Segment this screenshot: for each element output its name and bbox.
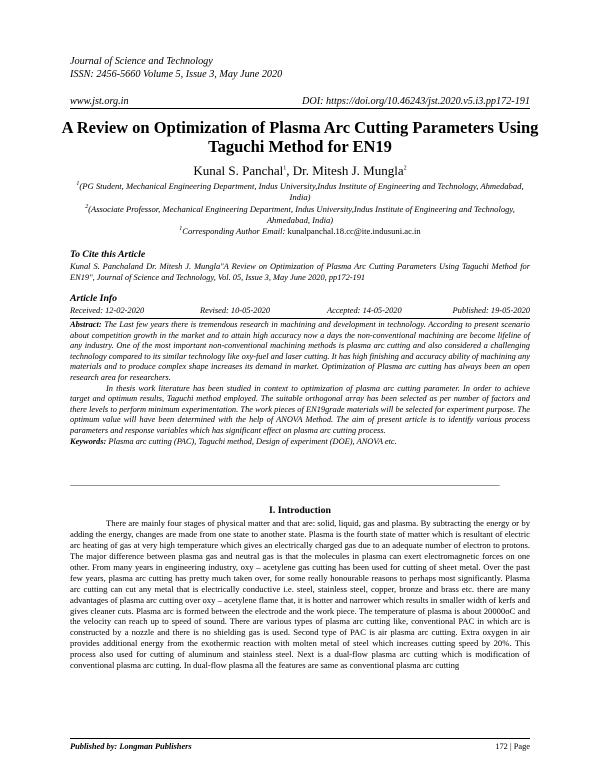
article-info-heading: Article Info xyxy=(70,293,118,304)
title-line-1: A Review on Optimization of Plasma Arc Cutting Parameters Using xyxy=(61,118,539,137)
received-date: Received: 12-02-2020 xyxy=(70,306,145,315)
footer-rule xyxy=(70,738,530,739)
abstract xyxy=(70,320,530,447)
section-divider: ____________________________________________________________________________________________________ xyxy=(70,477,500,487)
affiliation-1-text: (PG Student, Mechanical Engineering Department, Indus University,Indus Institute of Engineering and Technology, Ahmedabad, India) xyxy=(79,181,524,203)
keywords xyxy=(70,437,530,448)
paper-title xyxy=(40,118,560,156)
revised-date: Revised: 10-05-2020 xyxy=(200,306,271,315)
journal-name: Journal of Science and Technology xyxy=(70,56,213,67)
abstract-para-2: In thesis work literature has been studied in context to optimization of plasma arc cutting parameter. In order to achieve target and optimum results, Taguchi method employed. The suitable orthogonal array has been selected as per number of factors and there levels to perform minimum experimentation. The work pieces of EN19grade materials will be selected for experiment purpose. The optimum value will have been determined with the help of ANOVA Method. The aim of present article is to identify various process parameters and response variables which has significant effect on plasma arc cutting process. xyxy=(70,383,530,435)
introduction-body: There are mainly four stages of physical matter and that are: solid, liquid, gas and plasma. By subtracting the energy or by adding the energy, changes are made from one state to another state. Plasma is the fourth state of matter which is resultant of electric arc heating of gas at very high temperature which gives an electrically charged gas due to an adequate number of electron to protons. The major difference between plasma gas and neutral gas is that the molecules in plasma can exert electromagnetic forces on one other. From many years in engineering industry, oxy – acetylene gas cutting has been used for cutting of sheet metal. Over the past few years, plasma arc cutting has pretty much taken over, for some really honourable reasons to perhaps most significantly. Plasma arc cutting can cut any metal that is electrically conductive i.e. steel, stainless steel, copper, bronze and brass etc. there are many advantages of plasma arc cutting over oxy – acetylene flame that, it is hotter and narrower which results in smaller width of kerfs and gives cleaner cuts. Plasma arc is formed between the electrode and the work piece. The temperature of plasma is about 20000oC and the velocity can reach up to speed of sound. There are various types of plasma arc cutting like, conventional PAC in which arc is constructed by a nozzle and there is no shielding gas is used. Second type of PAC is air plasma arc cutting. Extra oxygen in air provides additional energy from the exothermic reaction with molten metal of steel which increases cutting speed by 20%. This process also used for cutting of aluminum and stainless steel. Next is a dual-flow plasma arc cutting which is modification of conventional plasma arc cutting. In dual-flow plasma all the features are same as conventional plasma arc cutting xyxy=(70,518,530,671)
corresponding-email[interactable]: kunalpanchal.18.cc@ite.indusuni.ac.in xyxy=(287,226,421,236)
author-separator: , xyxy=(286,163,293,178)
accepted-date: Accepted: 14-05-2020 xyxy=(327,306,402,315)
doi-link[interactable]: DOI: https://doi.org/10.46243/jst.2020.v5.i3.pp172-191 xyxy=(302,96,530,107)
affiliation-2-sup: 2 xyxy=(85,204,89,211)
citation-heading: To Cite this Article xyxy=(70,249,146,260)
corresponding-label: Corresponding Author Email: xyxy=(182,226,288,236)
corresponding-sup: 1 xyxy=(179,226,183,233)
author-2-sup: 2 xyxy=(403,165,407,172)
title-line-2: Taguchi Method for EN19 xyxy=(208,137,392,156)
keywords-label: Keywords: xyxy=(70,436,107,446)
published-date: Published: 19-05-2020 xyxy=(452,306,530,315)
abstract-label: Abstract: xyxy=(70,320,102,329)
article-dates xyxy=(70,306,530,317)
issn-line: ISSN: 2456-5660 Volume 5, Issue 3, May June 2020 xyxy=(70,69,283,80)
introduction-heading: I. Introduction xyxy=(269,505,331,516)
keywords-text: Plasma arc cutting (PAC), Taguchi method, Design of experiment (DOE), ANOVA etc. xyxy=(106,436,397,446)
journal-header xyxy=(70,55,530,81)
header-rule xyxy=(70,108,530,109)
affiliation-2-text: (Associate Professor, Mechanical Engineering Department, Indus University,Indus Institute of Engineering and Technology, Ahmedabad, India) xyxy=(88,204,515,226)
affiliation-1 xyxy=(75,181,525,203)
page-number: 172 | Page xyxy=(495,742,530,751)
website-link[interactable]: www.jst.org.in xyxy=(70,96,129,107)
author-1-sup: 1 xyxy=(283,165,287,172)
abstract-para-1 xyxy=(70,320,530,384)
author-2: Dr. Mitesh J. Mungla xyxy=(292,163,404,178)
affiliation-2 xyxy=(75,204,525,226)
corresponding-author xyxy=(75,226,525,237)
author-1: Kunal S. Panchal xyxy=(193,163,284,178)
publisher-credit: Published by: Longman Publishers xyxy=(70,742,192,751)
article-info-rule xyxy=(70,318,530,319)
affiliation-1-sup: 1 xyxy=(76,181,80,188)
citation-text: Kunal S. Panchaland Dr. Mitesh J. Mungla"A Review on Optimization of Plasma Arc Cutting Parameters Using Taguchi Method for EN19", Journal of Science and Technology, Vol. 05, Issue 3, May June 2020, pp172-191 xyxy=(70,262,530,282)
abstract-text-1: The Last few years there is tremendous research in machining and development in technology. According to present scenario about competition growth in the market and to attain high accuracy now a days the non-conventional machining are become lifeline of any industry. One of the most important non-conventional machining methods is plasma arc cutting and also considered a challenging technology compared to its similar technology like oxy-fuel and laser cutting. It has high finishing and accuracy ability of machining any materials and to produce complex shape increases its demand in market. Optimization of Plasma arc cutting has always been an open research area for researchers. xyxy=(70,320,530,382)
author-list xyxy=(40,163,560,179)
